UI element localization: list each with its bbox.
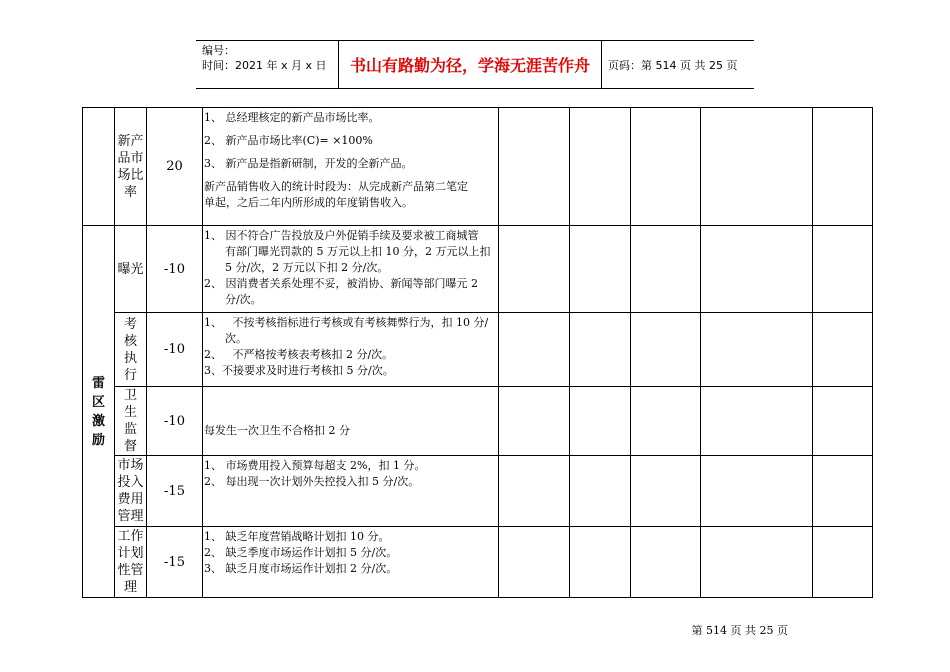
blank-cell: [813, 313, 873, 387]
blank-cell: [499, 527, 570, 598]
blank-cell: [631, 527, 701, 598]
item-cell: 工作计划性管理: [115, 527, 147, 598]
blank-cell: [813, 226, 873, 313]
criteria-line: 每发生一次卫生不合格扣 2 分: [204, 424, 350, 437]
item-cell: 卫生监督: [115, 387, 147, 456]
evaluation-table: [82, 107, 873, 598]
score-cell: -15: [147, 527, 203, 598]
page-footer: 第 514 页 共 25 页: [691, 624, 788, 637]
score-cell: -10: [147, 387, 203, 456]
criteria-line: 2、 因消费者关系处理不妥，被消协、新闻等部门曝元 2: [204, 277, 478, 290]
blank-cell: [631, 226, 701, 313]
criteria-line: 新产品销售收入的统计时段为：从完成新产品第二笔定: [204, 180, 468, 193]
table-row: [83, 108, 873, 226]
criteria-line: 有部门曝光罚款的 5 万元以上扣 10 分，2 万元以上扣: [204, 245, 491, 258]
blank-cell: [570, 387, 631, 456]
blank-cell: [631, 108, 701, 226]
criteria-cell: [203, 226, 499, 313]
blank-cell: [701, 527, 813, 598]
category-label: 雷区激励: [91, 375, 105, 448]
table-row: [83, 527, 873, 598]
blank-cell: [813, 527, 873, 598]
blank-cell: [701, 387, 813, 456]
category-cell: [83, 108, 115, 226]
blank-cell: [701, 226, 813, 313]
header-time: 时间：2021 年 x 月 x 日: [202, 59, 327, 72]
criteria-cell: [203, 456, 499, 527]
header-number-label: 编号：: [202, 44, 235, 57]
header-meta: [202, 43, 327, 73]
criteria-cell: [203, 108, 499, 226]
blank-cell: [701, 456, 813, 527]
blank-cell: [813, 387, 873, 456]
criteria-line: 5 分/次，2 万元以下扣 2 分/次。: [204, 261, 389, 274]
blank-cell: [701, 313, 813, 387]
criteria-line: 3、不接要求及时进行考核扣 5 分/次。: [204, 364, 394, 377]
blank-cell: [631, 313, 701, 387]
item-cell: 考核执行: [115, 313, 147, 387]
header-motto: 书山有路勤为径，学海无涯苦作舟: [338, 41, 602, 88]
score-cell: -10: [147, 313, 203, 387]
score-cell: -15: [147, 456, 203, 527]
blank-cell: [813, 456, 873, 527]
item-cell: 新产品市场比率: [115, 108, 147, 226]
table-row: [83, 387, 873, 456]
criteria-line: 1、 不按考核指标进行考核或有考核舞弊行为，扣 10 分/: [204, 316, 489, 329]
criteria-cell: [203, 387, 499, 456]
criteria-line: 2、 不严格按考核表考核扣 2 分/次。: [204, 348, 394, 361]
page-header: [196, 40, 754, 89]
criteria-line: 1、 总经理核定的新产品市场比率。: [204, 111, 380, 124]
blank-cell: [570, 108, 631, 226]
blank-cell: [499, 387, 570, 456]
criteria-line: 1、 市场费用投入预算每超支 2%，扣 1 分。: [204, 459, 426, 472]
criteria-line: 1、 缺乏年度营销战略计划扣 10 分。: [204, 530, 390, 543]
blank-cell: [499, 313, 570, 387]
blank-cell: [570, 226, 631, 313]
criteria-line: 3、 新产品是指新研制，开发的全新产品。: [204, 157, 413, 170]
blank-cell: [499, 226, 570, 313]
item-cell: 市场投入费用管理: [115, 456, 147, 527]
score-cell: -10: [147, 226, 203, 313]
blank-cell: [701, 108, 813, 226]
blank-cell: [570, 527, 631, 598]
header-page-number: 页码：第 514 页 共 25 页: [608, 59, 738, 72]
table-row: [83, 226, 873, 313]
criteria-line: 2、 新产品市场比率(C)= ×100%: [204, 134, 373, 147]
criteria-line: 2、 每出现一次计划外失控投入扣 5 分/次。: [204, 475, 420, 488]
blank-cell: [813, 108, 873, 226]
criteria-line: 单起，之后二年内所形成的年度销售收入。: [204, 196, 413, 209]
criteria-cell: [203, 313, 499, 387]
blank-cell: [631, 387, 701, 456]
category-cell: [83, 226, 115, 598]
item-cell: 曝光: [115, 226, 147, 313]
blank-cell: [631, 456, 701, 527]
blank-cell: [499, 108, 570, 226]
criteria-line: 3、 缺乏月度市场运作计划扣 2 分/次。: [204, 562, 398, 575]
criteria-cell: [203, 527, 499, 598]
criteria-line: 分/次。: [204, 293, 262, 306]
blank-cell: [499, 456, 570, 527]
table-row: [83, 456, 873, 527]
table-row: [83, 313, 873, 387]
criteria-line: 次。: [204, 332, 247, 345]
criteria-line: 1、 因不符合广告投放及户外促销手续及要求被工商城管: [204, 229, 479, 242]
blank-cell: [570, 313, 631, 387]
criteria-line: 2、 缺乏季度市场运作计划扣 5 分/次。: [204, 546, 398, 559]
score-cell: 20: [147, 108, 203, 226]
blank-cell: [570, 456, 631, 527]
